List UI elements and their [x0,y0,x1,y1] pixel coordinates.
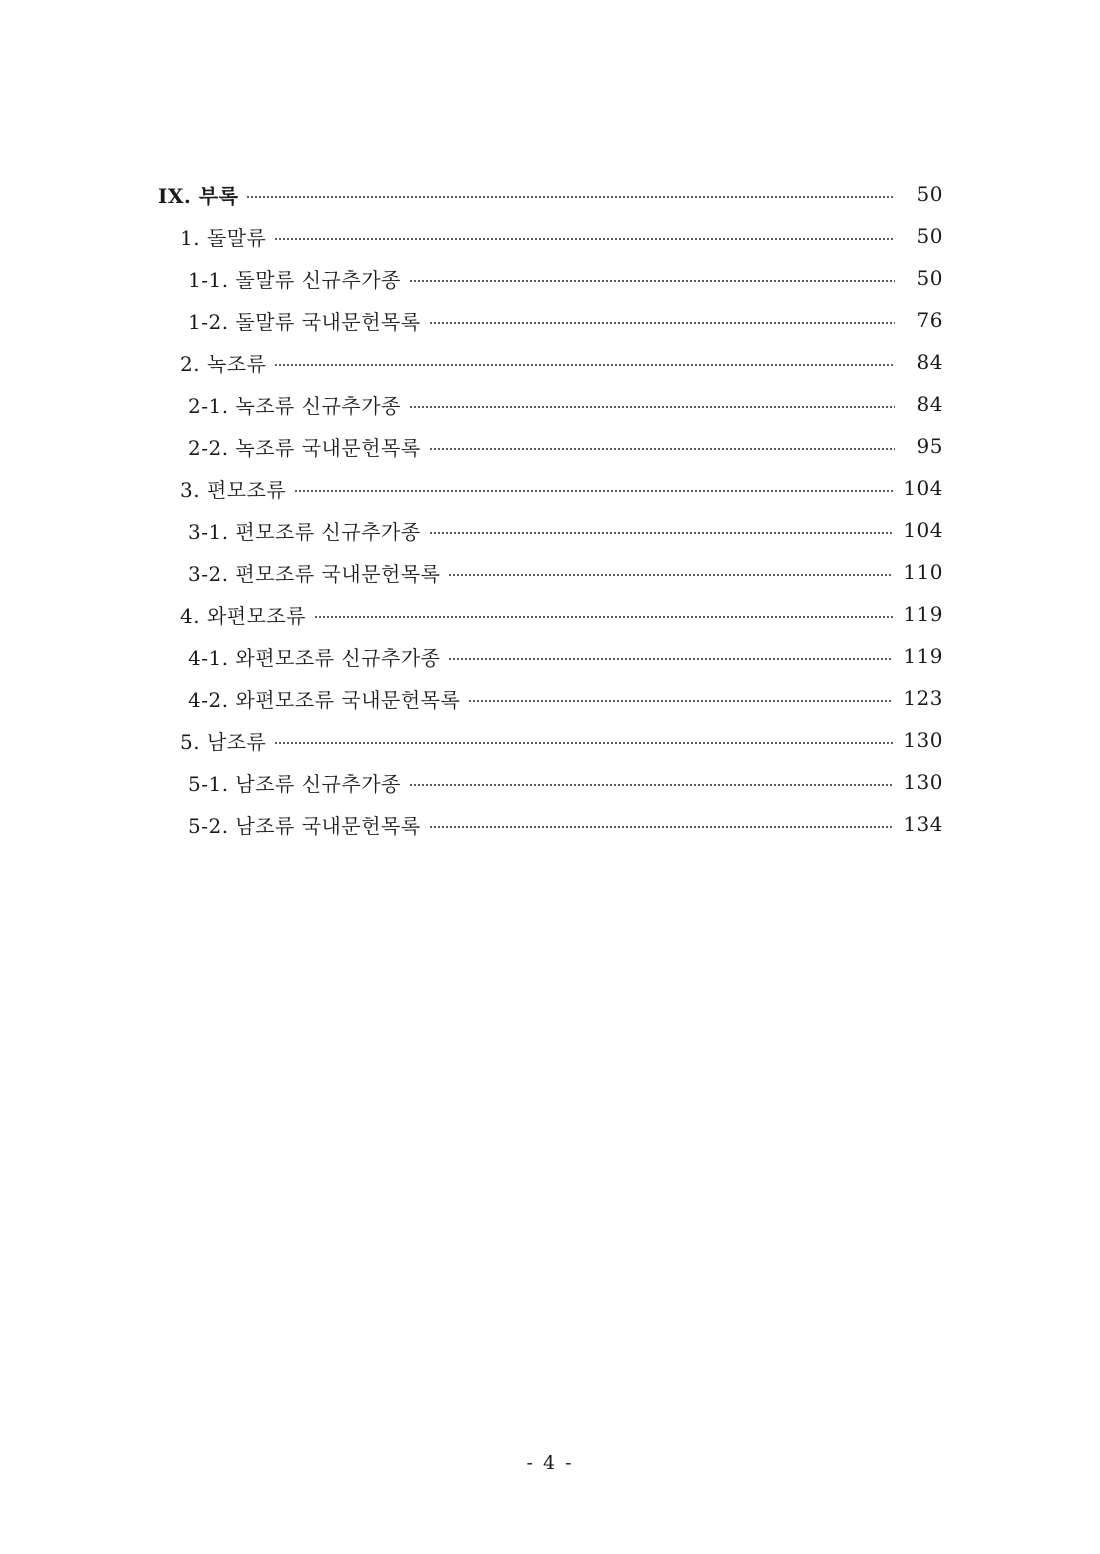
toc-entry-label: 2. 녹조류 [180,351,267,376]
dot-leader [294,490,893,492]
toc-entry-flagellates[interactable] [180,473,943,503]
toc-entry-cyanobacteria[interactable] [180,725,943,755]
toc-entry-label: 1. 돌말류 [180,225,267,250]
toc-entry-green-algae-literature[interactable] [188,431,943,461]
toc-entry-page: 134 [903,812,943,836]
toc-entry-label: 4-2. 와편모조류 국내문헌목록 [188,687,461,712]
toc-entry-page: 119 [903,644,943,668]
toc-entry-cyanobacteria-new-species[interactable] [188,767,943,797]
dot-leader [274,238,895,240]
toc-entry-flagellates-literature[interactable] [188,557,943,587]
toc-entry-label: 3. 편모조류 [180,477,287,502]
toc-entry-label: 3-2. 편모조류 국내문헌목록 [188,561,441,586]
toc-entry-page: 95 [916,434,943,458]
toc-entry-label: 4. 와편모조류 [180,603,307,628]
dot-leader [468,700,893,702]
dot-leader [448,574,893,576]
toc-entry-dinoflagellates[interactable] [180,599,943,629]
toc-entry-label: 5. 남조류 [180,729,267,754]
toc-entry-page: 50 [916,182,943,206]
toc-entry-page: 84 [916,350,943,374]
toc-entry-label: 4-1. 와편모조류 신규추가종 [188,645,441,670]
dot-leader [409,280,895,282]
toc-entry-label: 2-2. 녹조류 국내문헌목록 [188,435,421,460]
toc-entry-diatoms-literature[interactable] [188,305,943,335]
toc-entry-page: 123 [903,686,943,710]
dot-leader [274,364,895,366]
toc-entry-label: 3-1. 편모조류 신규추가종 [188,519,421,544]
toc-entry-label: IX. 부록 [158,183,239,208]
dot-leader [409,406,895,408]
toc-entry-label: 5-2. 남조류 국내문헌목록 [188,813,421,838]
toc-entry-page: 76 [916,308,943,332]
toc-entry-page: 130 [903,728,943,752]
toc-entry-green-algae-new-species[interactable] [188,389,943,419]
toc-entry-dinoflagellates-literature[interactable] [188,683,943,713]
toc-entry-green-algae[interactable] [180,347,943,377]
dot-leader [429,322,895,324]
toc-entry-dinoflagellates-new-species[interactable] [188,641,943,671]
toc-entry-label: 1-1. 돌말류 신규추가종 [188,267,401,292]
toc-entry-page: 50 [916,266,943,290]
toc-entry-label: 2-1. 녹조류 신규추가종 [188,393,401,418]
toc-entry-diatoms-new-species[interactable] [188,263,943,293]
toc-entry-page: 110 [903,560,943,584]
dot-leader [274,742,893,744]
dot-leader [429,532,894,534]
dot-leader [429,826,894,828]
dot-leader [448,658,893,660]
dot-leader [409,784,893,786]
toc-entry-label: 5-1. 남조류 신규추가종 [188,771,401,796]
toc-entry-page: 119 [903,602,943,626]
dot-leader [246,196,895,198]
toc-entry-page: 130 [903,770,943,794]
dot-leader [429,448,895,450]
toc-entry-label: 1-2. 돌말류 국내문헌목록 [188,309,421,334]
toc-entry-page: 104 [903,518,943,542]
toc-entry-page: 104 [903,476,943,500]
toc-entry-cyanobacteria-literature[interactable] [188,809,943,839]
dot-leader [314,616,893,618]
toc-entry-page: 50 [916,224,943,248]
toc-entry-appendix[interactable] [158,179,943,209]
toc-entry-diatoms[interactable] [180,221,943,251]
page-number: - 4 - [526,1452,574,1474]
toc-entry-page: 84 [916,392,943,416]
toc-entry-flagellates-new-species[interactable] [188,515,943,545]
